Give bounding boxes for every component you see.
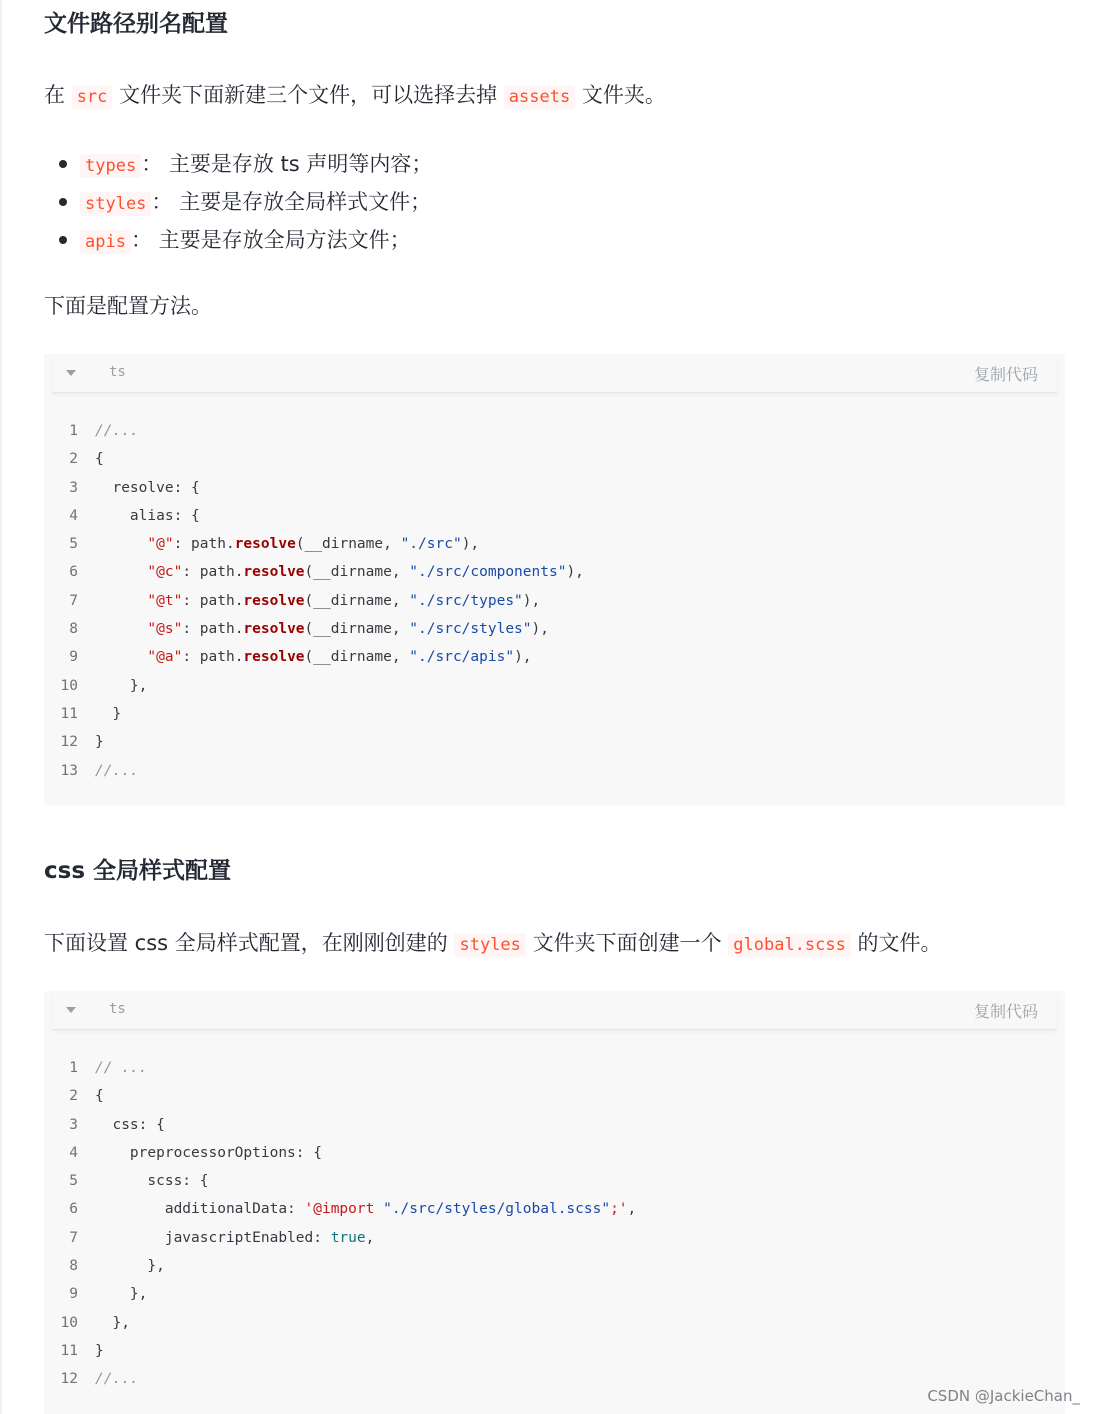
copy-code-button[interactable]: 复制代码 — [973, 1002, 1038, 1021]
code-token: //... — [95, 1371, 139, 1388]
code-token: : path. — [182, 649, 244, 666]
code-line — [44, 1082, 1065, 1110]
code-token: { — [95, 451, 104, 468]
code-token: ;' — [610, 1201, 628, 1218]
line-number: 7 — [69, 592, 78, 609]
code-line — [44, 558, 1065, 586]
code-block-header — [52, 991, 1057, 1030]
inline-code-apis: apis — [80, 230, 131, 254]
line-number: 12 — [60, 734, 78, 751]
intro-text: 在 — [44, 83, 65, 107]
code-token: resolve — [243, 592, 305, 609]
code-text — [95, 643, 532, 671]
code-block-header — [52, 354, 1057, 393]
line-number: 2 — [69, 451, 78, 468]
line-number: 10 — [60, 677, 78, 694]
line-number: 6 — [69, 564, 78, 581]
line-number: 2 — [69, 1088, 78, 1105]
code-token: ), — [531, 621, 549, 638]
code-token: // ... — [95, 1060, 148, 1076]
code-token: "@" — [147, 536, 174, 553]
code-token: (__dirname, — [304, 564, 410, 581]
code-token — [95, 649, 147, 665]
folder-list — [44, 145, 432, 259]
code-line — [44, 757, 1065, 785]
code-line — [44, 1365, 1065, 1393]
list-item-text: ： 主要是存放全局方法文件； — [130, 228, 411, 252]
code-token: "@c" — [147, 564, 183, 581]
code-token: { — [95, 1088, 104, 1105]
code-token: (__dirname, — [295, 536, 401, 553]
line-number: 5 — [69, 1173, 78, 1190]
code-token: //... — [95, 762, 139, 779]
code-token: }, — [95, 1258, 165, 1275]
code-token: "./src/styles/global.scss" — [383, 1201, 611, 1218]
line-number: 9 — [69, 1286, 78, 1303]
code-line — [44, 587, 1065, 615]
code-text — [95, 1054, 147, 1082]
code-line — [44, 1054, 1065, 1082]
section-heading-alias: 文件路径别名配置 — [44, 11, 228, 37]
line-number: 1 — [69, 1060, 78, 1076]
code-token: "./src/types" — [409, 592, 523, 609]
code-line — [44, 445, 1065, 473]
code-token — [95, 593, 147, 609]
code-token: resolve — [243, 564, 305, 581]
line-number: 13 — [60, 762, 78, 779]
code-token: } — [95, 734, 104, 751]
code-text — [95, 587, 540, 615]
code-token: resolve — [243, 621, 305, 638]
code-text — [95, 1111, 165, 1139]
inline-code-styles: styles — [454, 933, 525, 957]
code-text — [95, 672, 147, 700]
inline-code-assets: assets — [504, 85, 575, 109]
code-text — [95, 1139, 322, 1167]
bullet-dot — [59, 236, 67, 244]
code-text — [95, 1167, 209, 1195]
code-token: resolve — [243, 649, 305, 666]
code-token: additionalData: — [95, 1201, 305, 1218]
code-text — [95, 417, 139, 445]
code-token: }, — [95, 1286, 148, 1303]
code-token: (__dirname, — [304, 621, 410, 638]
code-text — [95, 728, 104, 756]
code-token: "@t" — [147, 592, 183, 609]
code-token: ), — [514, 649, 532, 666]
line-number: 7 — [69, 1229, 78, 1246]
intro-text: 的文件。 — [857, 931, 942, 955]
code-token: "./src/apis" — [409, 649, 515, 666]
code-language-label: ts — [109, 364, 126, 380]
code-token: }, — [95, 1314, 130, 1331]
code-token — [95, 564, 147, 580]
code-line — [44, 417, 1065, 445]
line-number: 11 — [60, 705, 78, 722]
line-number: 12 — [60, 1371, 78, 1388]
inline-code-types: types — [80, 154, 141, 178]
code-block-alias — [44, 354, 1065, 805]
code-text — [95, 445, 104, 473]
collapse-caret-icon[interactable] — [66, 370, 76, 376]
code-line — [44, 672, 1065, 700]
code-token: ), — [522, 592, 541, 609]
list-item — [44, 145, 432, 183]
code-token: "@a" — [147, 649, 183, 666]
code-language-label: ts — [109, 1001, 126, 1017]
bullet-dot — [59, 198, 67, 206]
code-token: : path. — [182, 592, 244, 609]
code-token: : path. — [182, 621, 244, 638]
code-token — [95, 621, 147, 637]
list-item-text: ： 主要是存放 ts 声明等内容； — [141, 152, 433, 176]
code-token: ), — [461, 536, 480, 553]
line-number: 4 — [69, 507, 78, 524]
code-line — [44, 643, 1065, 671]
code-text — [95, 1309, 130, 1337]
code-token — [95, 536, 147, 552]
code-token: '@import — [304, 1201, 384, 1218]
code-token: resolve — [234, 536, 296, 553]
line-number: 4 — [69, 1144, 78, 1161]
code-token: } — [95, 1342, 104, 1359]
line-number: 5 — [69, 536, 78, 553]
inline-code-styles: styles — [80, 192, 151, 216]
inline-code-global-scss: global.scss — [728, 933, 851, 957]
code-block-css — [44, 991, 1065, 1414]
bullet-dot — [59, 160, 67, 168]
watermark: CSDN @JackieChan_ — [927, 1387, 1080, 1405]
code-token: (__dirname, — [304, 649, 410, 666]
code-text — [95, 558, 584, 586]
code-token: //... — [95, 423, 139, 439]
code-token: (__dirname, — [304, 592, 410, 609]
code-text — [95, 1280, 147, 1308]
code-line — [44, 502, 1065, 530]
code-text — [95, 474, 200, 502]
code-token: , — [365, 1229, 375, 1246]
code-line — [44, 1337, 1065, 1365]
code-line — [44, 530, 1065, 558]
code-line — [44, 1139, 1065, 1167]
code-token: , — [627, 1201, 637, 1218]
code-text — [95, 615, 549, 643]
code-text — [95, 700, 121, 728]
code-token: "@s" — [147, 621, 183, 638]
line-number: 9 — [69, 649, 78, 666]
code-line — [44, 474, 1065, 502]
code-text — [95, 502, 200, 530]
line-number: 8 — [69, 1258, 78, 1275]
code-token: "./src" — [400, 536, 462, 553]
intro-text: 下面设置 css 全局样式配置，在刚刚创建的 — [44, 931, 448, 955]
code-line — [44, 1224, 1065, 1252]
code-token: "./src/components" — [409, 564, 567, 581]
line-number: 6 — [69, 1201, 78, 1218]
code-token: true — [330, 1229, 366, 1246]
code-token: css: { — [95, 1116, 165, 1133]
code-line — [44, 1280, 1065, 1308]
code-line — [44, 1195, 1065, 1223]
copy-code-button[interactable]: 复制代码 — [973, 365, 1038, 384]
alias-intro-paragraph — [44, 79, 666, 113]
line-number: 3 — [69, 1116, 78, 1133]
code-lines — [44, 1030, 1065, 1394]
code-text — [95, 1082, 104, 1110]
code-line — [44, 1309, 1065, 1337]
code-token: javascriptEnabled: — [95, 1229, 331, 1246]
code-text — [95, 1337, 104, 1365]
code-token: : path. — [182, 564, 244, 581]
code-line — [44, 728, 1065, 756]
intro-text: 文件夹下面新建三个文件，可以选择去掉 — [119, 83, 498, 107]
code-text — [95, 1224, 374, 1252]
intro-text: 文件夹。 — [581, 83, 666, 107]
method-paragraph: 下面是配置方法。 — [44, 294, 212, 318]
inline-code-src: src — [72, 85, 113, 109]
section-heading-css: css 全局样式配置 — [44, 858, 232, 884]
line-number: 10 — [60, 1314, 78, 1331]
code-line — [44, 700, 1065, 728]
code-token: }, — [95, 677, 148, 694]
code-token: resolve: { — [95, 479, 200, 496]
code-text — [95, 757, 139, 785]
code-lines — [44, 393, 1065, 785]
code-token: "./src/styles" — [409, 621, 532, 638]
code-token: ), — [566, 564, 584, 581]
list-item — [44, 183, 432, 221]
code-line — [44, 1252, 1065, 1280]
collapse-caret-icon[interactable] — [66, 1007, 76, 1013]
code-token: alias: { — [95, 507, 200, 524]
list-item — [44, 221, 432, 259]
code-text — [95, 1195, 636, 1223]
intro-text: 文件夹下面创建一个 — [532, 931, 722, 955]
code-text — [95, 1365, 139, 1393]
code-token: : path. — [173, 536, 235, 553]
line-number: 1 — [69, 423, 78, 439]
code-text — [95, 1252, 165, 1280]
code-line — [44, 615, 1065, 643]
line-number: 8 — [69, 621, 78, 638]
code-token: preprocessorOptions: { — [95, 1144, 322, 1161]
line-number: 3 — [69, 479, 78, 496]
line-number: 11 — [60, 1342, 78, 1359]
left-border — [0, 0, 2, 1414]
code-token: scss: { — [95, 1173, 209, 1190]
code-line — [44, 1167, 1065, 1195]
list-item-text: ： 主要是存放全局样式文件； — [151, 190, 432, 214]
code-line — [44, 1111, 1065, 1139]
css-intro-paragraph — [44, 927, 942, 961]
code-text — [95, 530, 479, 558]
code-token: } — [95, 705, 122, 722]
